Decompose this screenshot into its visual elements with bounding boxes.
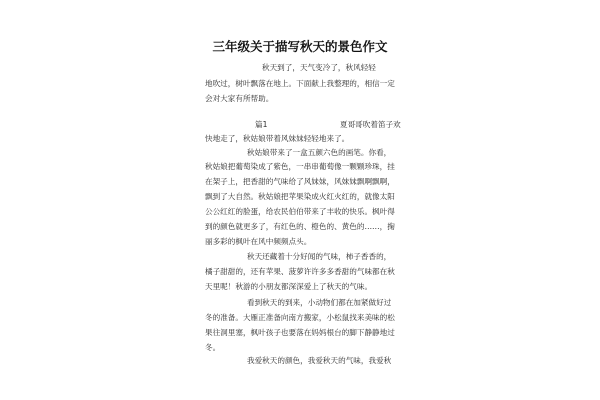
body-line: 我爱秋天的颜色，我爱秋天的气味，我爱秋 (247, 356, 392, 365)
section-label: 篇1 (255, 120, 268, 129)
body-line: 秋姑娘带来了一盒五颜六色的画笔。你看， (247, 148, 392, 157)
body-line: 秋姑娘把葡萄染成了紫色，一串串葡萄像一颗颗珍珠，挂 (205, 162, 395, 171)
body-line: 冬的准备。大雁正准备向南方搬家，小松鼠找来美味的松 (205, 313, 395, 322)
page-title: 三年级关于描写秋天的景色作文 (212, 39, 388, 54)
body-line: 果往洞里塞，枫叶孩子也要落在妈妈根台的脚下静静地过 (205, 328, 395, 337)
body-line: 公公红红的脸蛋，给农民伯伯带来了丰收的快乐。枫叶得 (205, 207, 395, 216)
body-line: 天里呢！秋游的小朋友都深深爱上了秋天的气味。 (205, 282, 373, 291)
intro-line: 地吹过，树叶飘落在地上。下面献上我整理的，相信一定 (205, 79, 395, 88)
body-line: 秋天还藏着十分好闻的气味，柿子香香的， (247, 252, 392, 261)
body-line: 看到秋天的到来，小动物们都在加紧做好过 (247, 298, 392, 307)
body-line: 冬。 (205, 343, 221, 352)
body-line: 橘子甜甜的，还有苹果、菠萝许许多多香甜的气味都在秋 (205, 267, 395, 276)
body-line: 丽多彩的枫叶在风中频频点头。 (205, 237, 312, 246)
body-line: 到的颜色就更多了，有红色的、橙色的、黄色的……，掬 (205, 222, 395, 231)
intro-line: 秋天到了，天气变冷了，秋风轻轻 (262, 63, 376, 72)
intro-line: 会对大家有所帮助。 (205, 94, 274, 103)
body-line: 在架子上，把香甜的气味给了风妹妹，风妹妹飘啊飘啊， (205, 177, 395, 186)
body-line: 飘到了大自然。秋姑娘把苹果染成火红火红的，就像太阳 (205, 192, 395, 201)
body-line: 快地走了，秋姑娘带着风妹妹轻轻地来了。 (205, 134, 350, 143)
section-line-right: 夏哥哥吹着笛子欢 (340, 120, 401, 129)
